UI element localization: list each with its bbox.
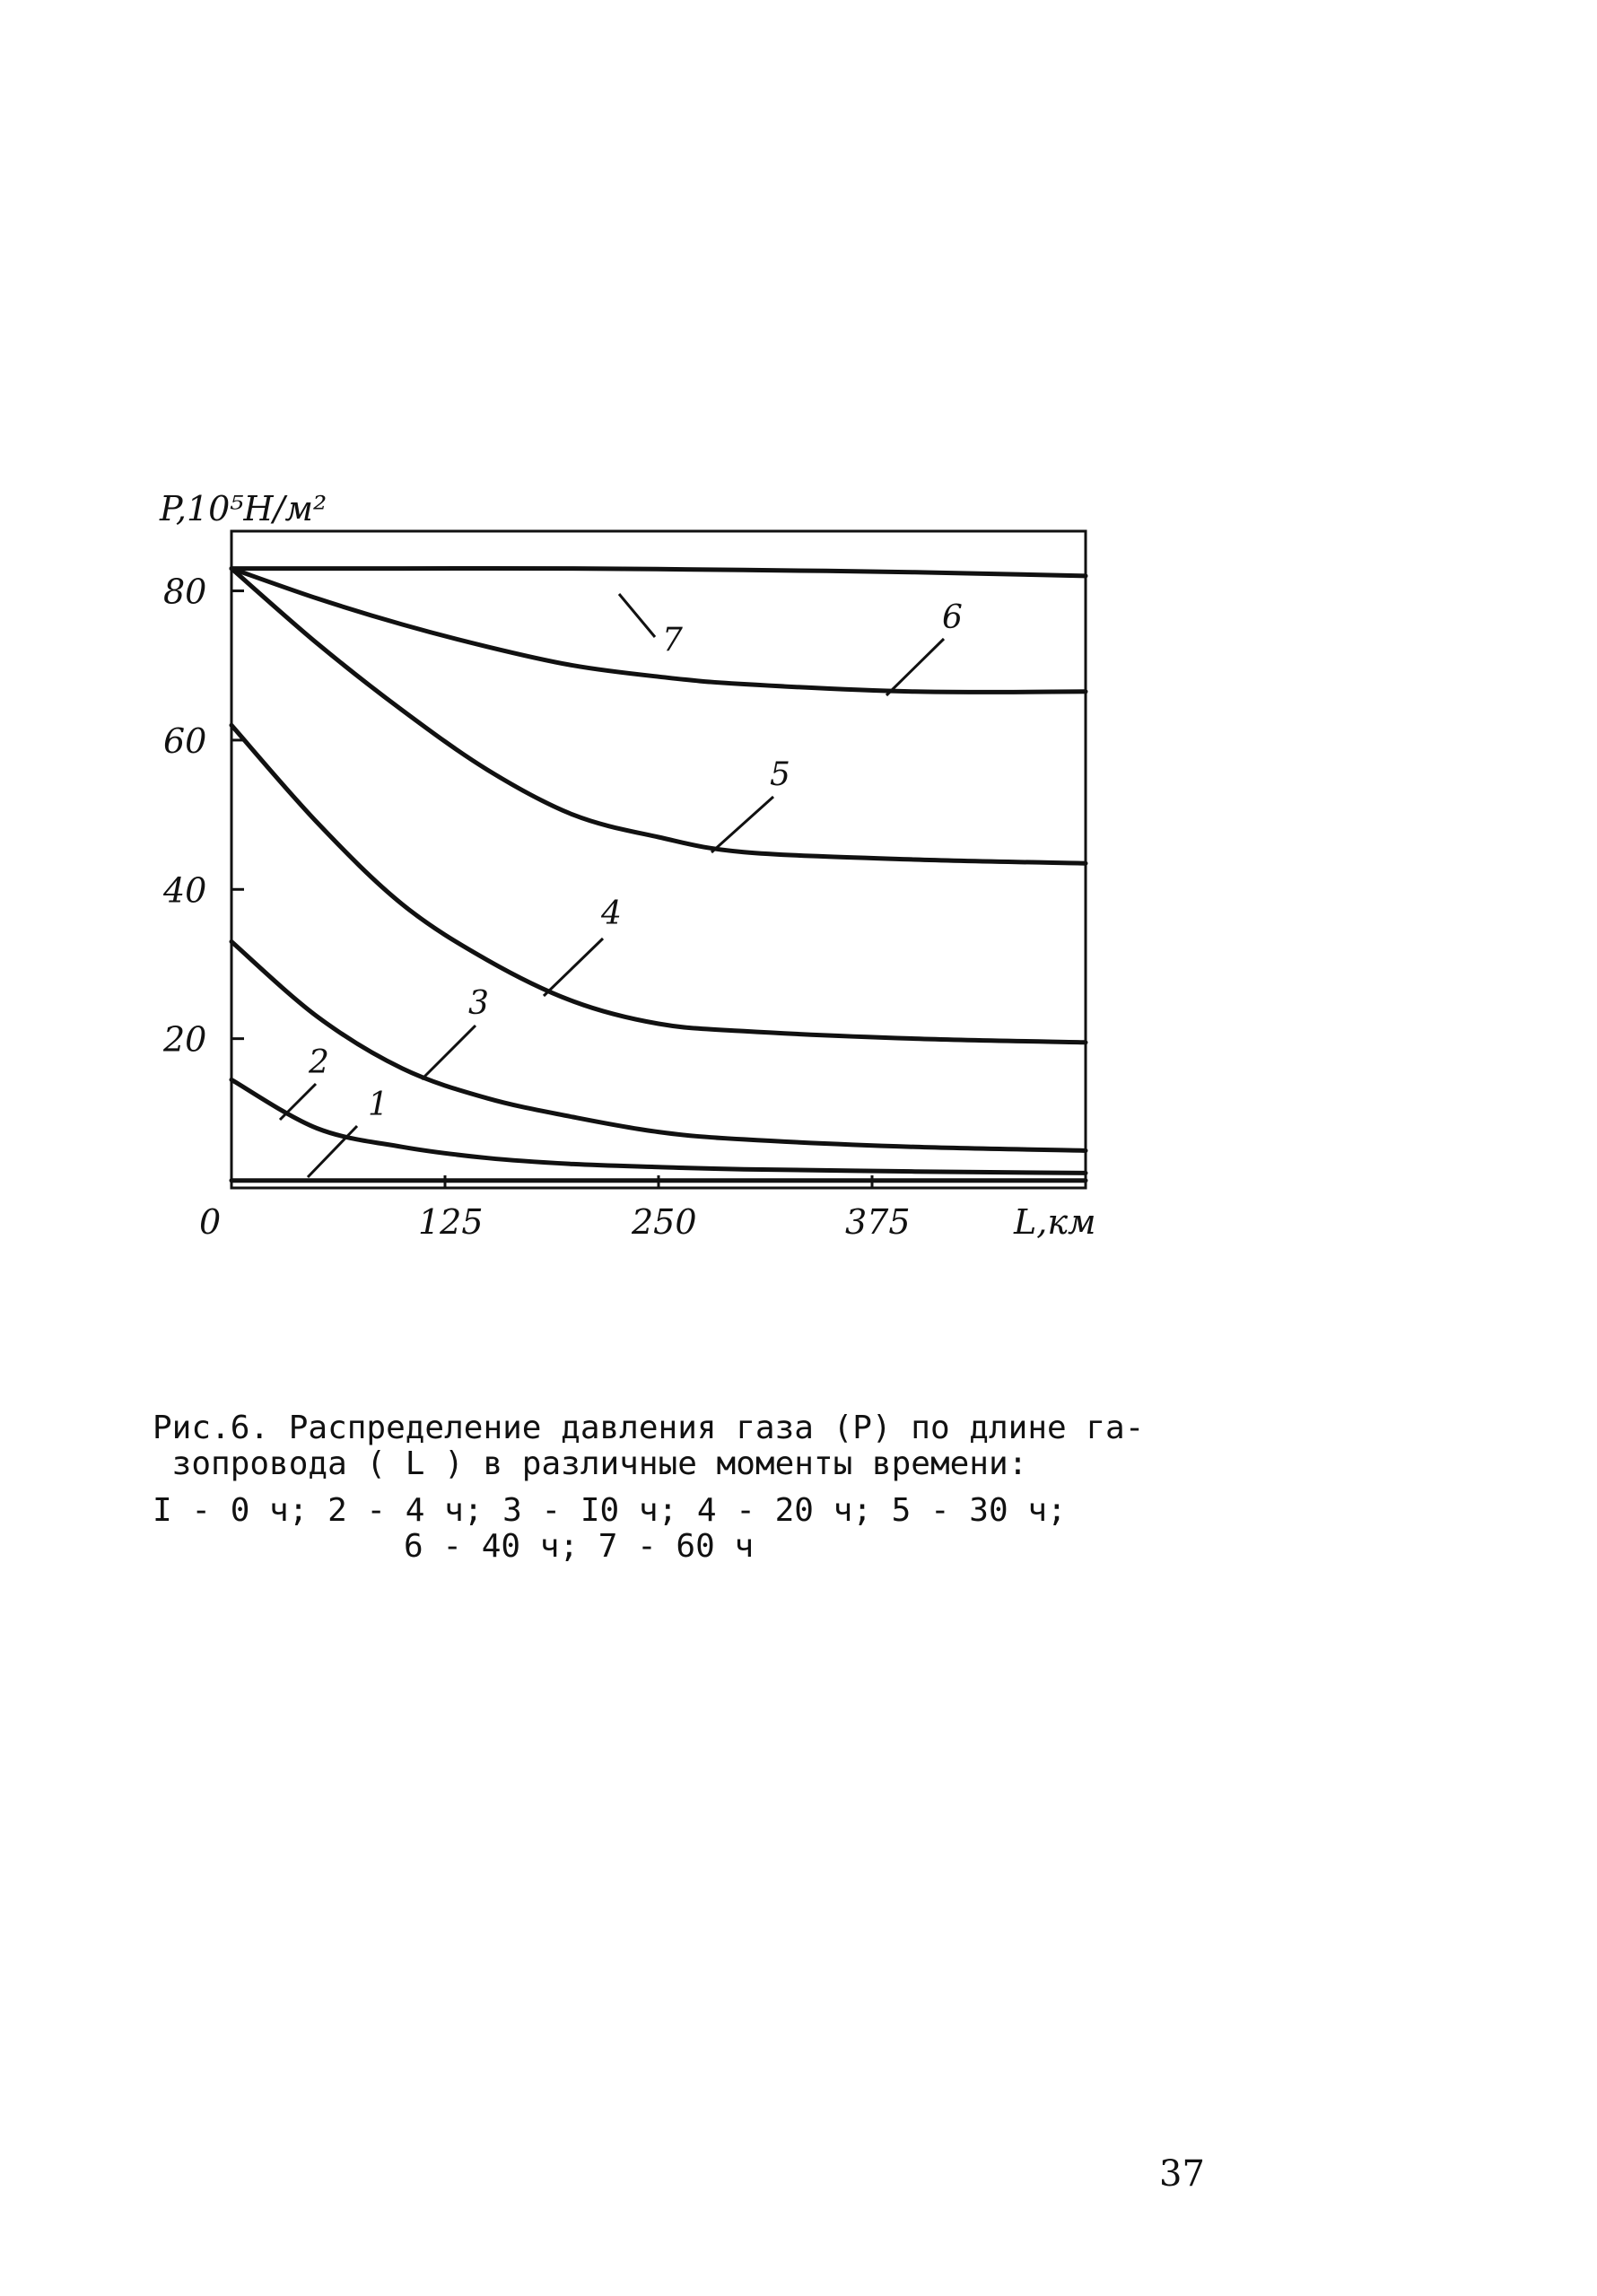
x-axis-label: L,км xyxy=(1014,1202,1096,1242)
y-axis-label: P,10⁵H/м² xyxy=(160,489,327,528)
series-3-leader xyxy=(422,1026,476,1079)
series-4-leader xyxy=(544,938,603,996)
series-7-leader xyxy=(619,594,655,637)
y-tick-label-60: 60 xyxy=(163,720,207,761)
series-7-line xyxy=(231,568,1086,575)
series-2-label: 2 xyxy=(309,1044,329,1081)
series-2-line xyxy=(231,1079,1086,1173)
figure-caption-line-3: I - 0 ч; 2 - 4 ч; 3 - I0 ч; 4 - 20 ч; 5 - 30 ч; xyxy=(153,1492,1067,1529)
series-2-leader xyxy=(280,1084,316,1120)
figure-caption-line-4: 6 - 40 ч; 7 - 60 ч xyxy=(404,1528,755,1565)
page-number: 37 xyxy=(1159,2153,1205,2195)
series-6-label: 6 xyxy=(942,599,963,636)
x-tick-label-0: 0 xyxy=(199,1202,222,1242)
series-5-leader xyxy=(711,797,773,852)
y-tick-label-80: 80 xyxy=(163,572,207,612)
y-tick-label-40: 40 xyxy=(163,870,207,911)
series-3-label: 3 xyxy=(468,985,489,1022)
series-7-label: 7 xyxy=(662,622,683,659)
series-4-line xyxy=(231,725,1086,1043)
x-tick-label-375: 375 xyxy=(845,1202,911,1242)
x-tick-label-250: 250 xyxy=(632,1202,697,1242)
series-4-label: 4 xyxy=(601,895,622,932)
series-1-label: 1 xyxy=(368,1087,388,1123)
figure-caption-line-2: зопровода ( L ) в различные моменты времени: xyxy=(153,1445,1028,1482)
x-tick-label-125: 125 xyxy=(418,1202,484,1242)
series-6-leader xyxy=(886,639,944,695)
series-5-label: 5 xyxy=(770,756,790,793)
y-tick-label-20: 20 xyxy=(163,1019,207,1060)
series-3-line xyxy=(231,942,1086,1151)
figure-caption-line-1: Рис.6. Распределение давления газа (Р) по длине га- xyxy=(153,1410,1145,1446)
